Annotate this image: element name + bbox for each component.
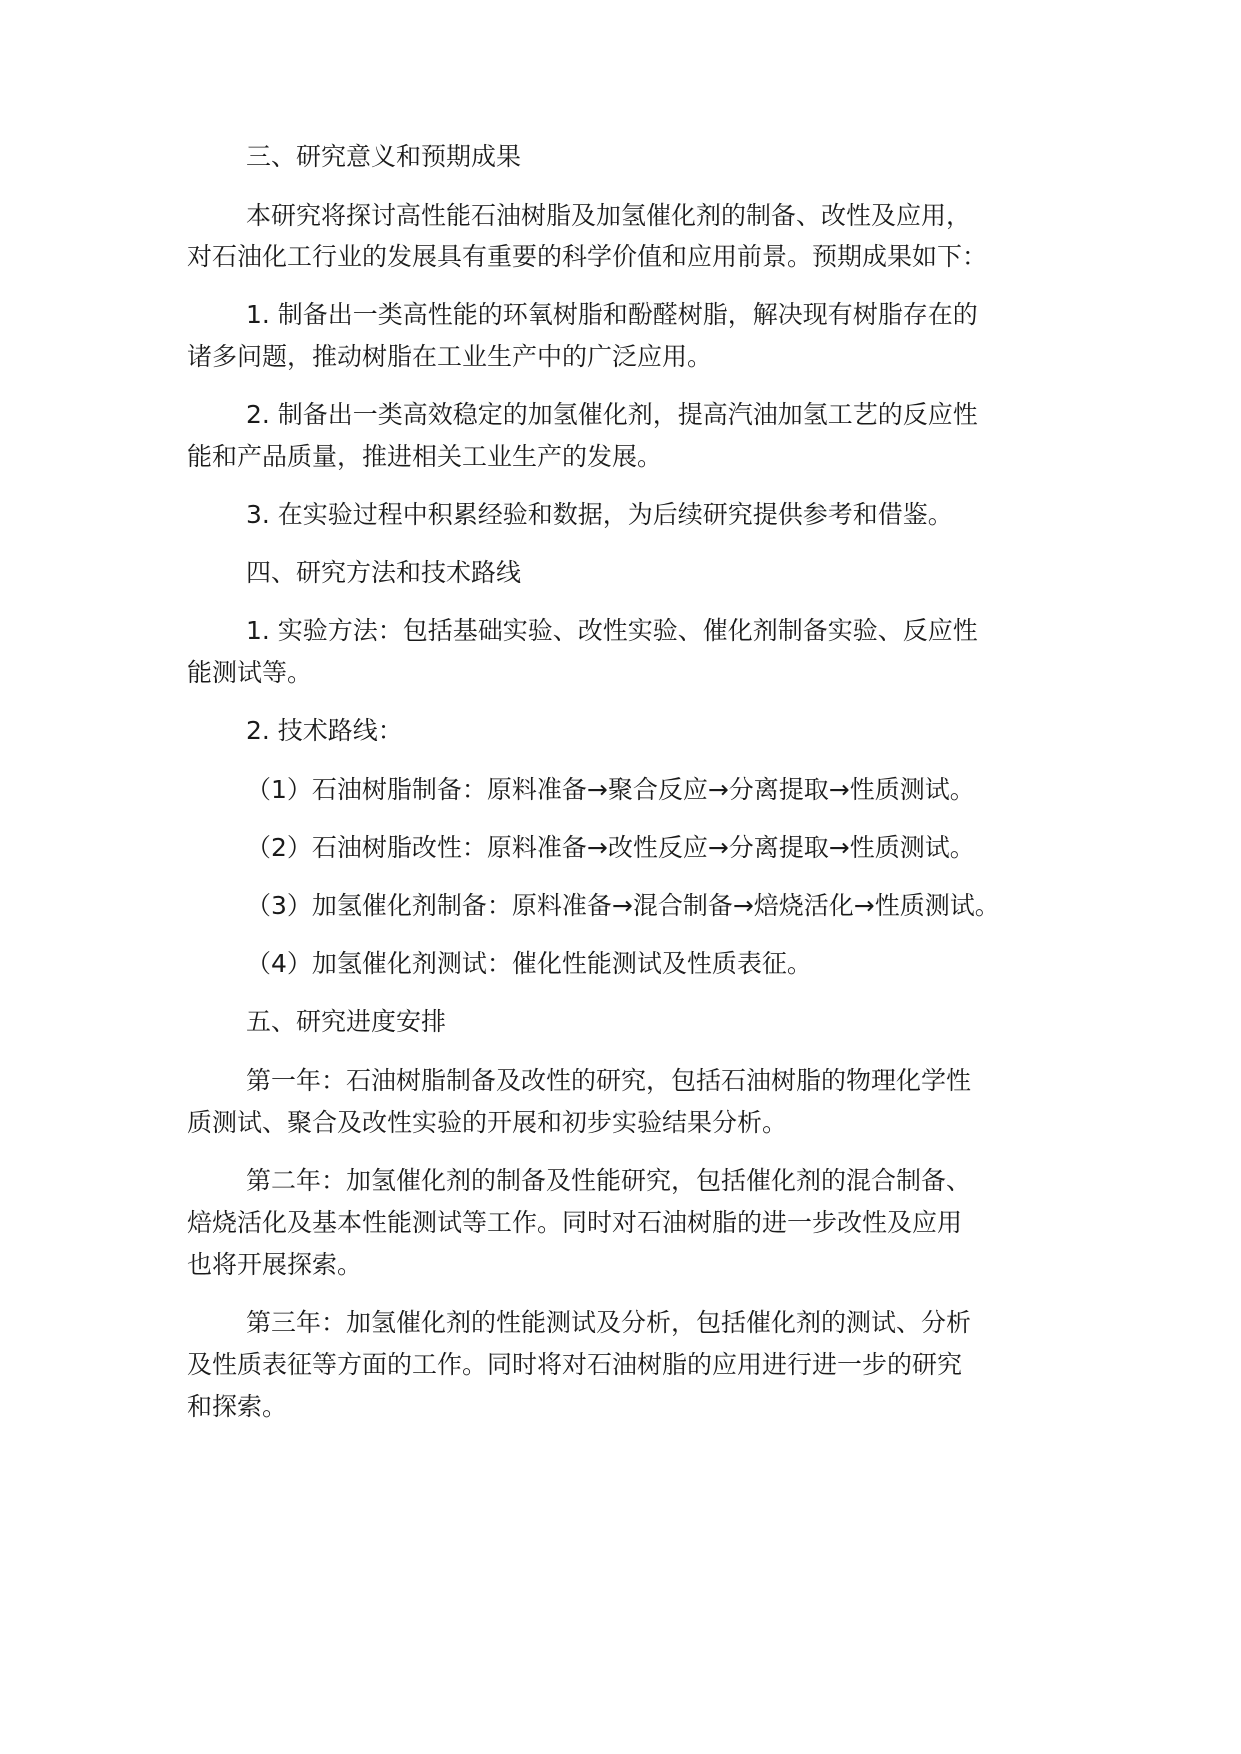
intro-paragraph-line-1: 本研究将探讨高性能石油树脂及加氢催化剂的制备、改性及应用， (246, 201, 972, 230)
route-3: （3）加氢催化剂制备：原料准备→混合制备→焙烧活化→性质测试。 (246, 891, 1000, 920)
year-1-line-1: 第一年：石油树脂制备及改性的研究，包括石油树脂的物理化学性 (246, 1066, 972, 1095)
section-heading-5: 五、研究进度安排 (246, 1007, 447, 1036)
method-1-line-2: 能测试等。 (187, 658, 313, 687)
route-2: （2）石油树脂改性：原料准备→改性反应→分离提取→性质测试。 (246, 833, 975, 862)
section-heading-4: 四、研究方法和技术路线 (246, 558, 522, 587)
year-2-line-1: 第二年：加氢催化剂的制备及性能研究，包括催化剂的混合制备、 (246, 1166, 972, 1195)
route-4: （4）加氢催化剂测试：催化性能测试及性质表征。 (246, 949, 812, 978)
year-1-line-2: 质测试、聚合及改性实验的开展和初步实验结果分析。 (187, 1108, 788, 1137)
year-3-line-1: 第三年：加氢催化剂的性能测试及分析，包括催化剂的测试、分析 (246, 1308, 972, 1337)
intro-paragraph-line-2: 对石油化工行业的发展具有重要的科学价值和应用前景。预期成果如下： (187, 242, 988, 271)
method-1-line-1: 1. 实验方法：包括基础实验、改性实验、催化剂制备实验、反应性 (246, 616, 978, 645)
outcome-3: 3. 在实验过程中积累经验和数据，为后续研究提供参考和借鉴。 (246, 500, 953, 529)
method-2: 2. 技术路线： (246, 716, 403, 745)
year-2-line-3: 也将开展探索。 (187, 1250, 363, 1279)
outcome-2-line-1: 2. 制备出一类高效稳定的加氢催化剂，提高汽油加氢工艺的反应性 (246, 400, 978, 429)
outcome-1-line-2: 诸多问题，推动树脂在工业生产中的广泛应用。 (187, 342, 713, 371)
outcome-2-line-2: 能和产品质量，推进相关工业生产的发展。 (187, 442, 663, 471)
outcome-1-line-1: 1. 制备出一类高性能的环氧树脂和酚醛树脂，解决现有树脂存在的 (246, 300, 978, 329)
section-heading-3: 三、研究意义和预期成果 (246, 142, 522, 171)
route-1: （1）石油树脂制备：原料准备→聚合反应→分离提取→性质测试。 (246, 775, 975, 804)
year-2-line-2: 焙烧活化及基本性能测试等工作。同时对石油树脂的进一步改性及应用 (187, 1208, 963, 1237)
year-3-line-2: 及性质表征等方面的工作。同时将对石油树脂的应用进行进一步的研究 (187, 1350, 963, 1379)
year-3-line-3: 和探索。 (187, 1392, 288, 1421)
